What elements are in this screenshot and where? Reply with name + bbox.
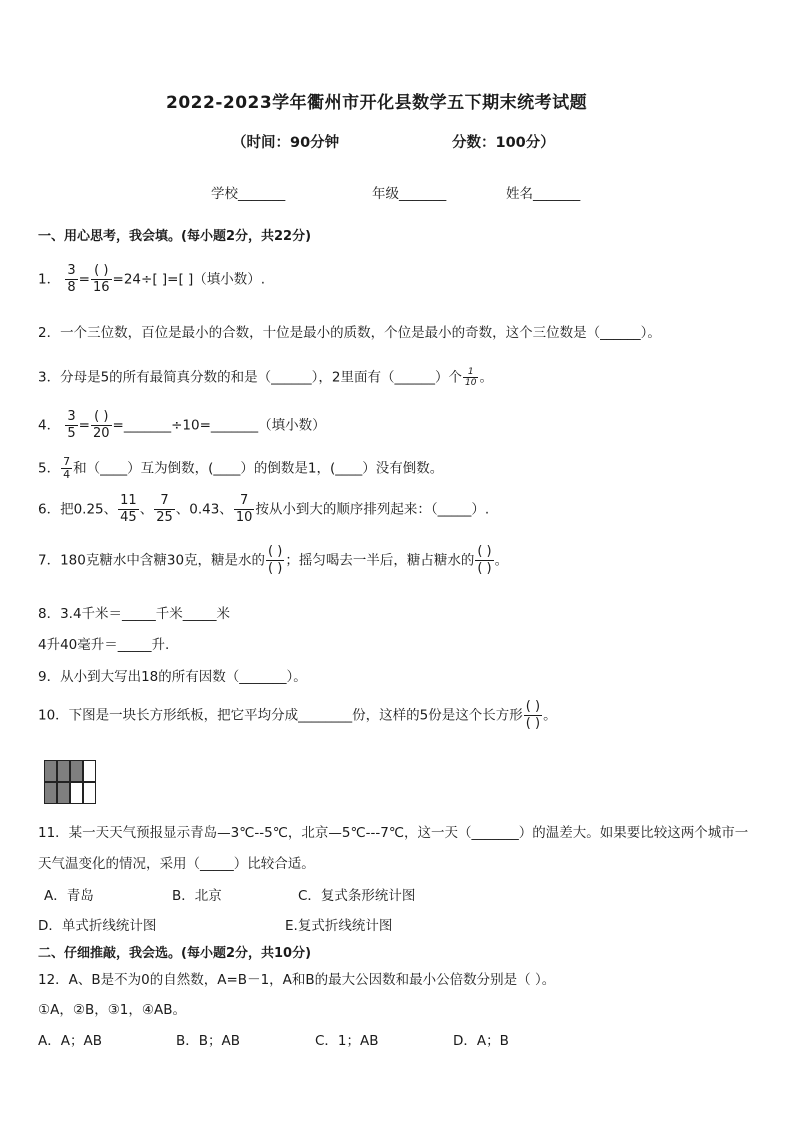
question-1 (38, 263, 265, 296)
q10-numerator: ( ) (525, 699, 541, 714)
q11-option-a: A．青岛 (44, 888, 94, 904)
q10-end: 。 (543, 707, 557, 724)
q1-f2-numerator: ( ) (94, 263, 109, 278)
q1-number: 1． (38, 271, 61, 288)
q11-option-e: E.复式折线统计图 (285, 918, 393, 934)
grid-cell-shaded (70, 760, 83, 782)
grid-cell (83, 760, 96, 782)
q3-numerator: 1 (467, 367, 474, 377)
q12-option-a: A．A；AB (38, 1033, 102, 1049)
question-8-line-2: 4升40毫升＝_____升. (38, 637, 170, 653)
q4-equals: = (78, 417, 90, 434)
question-8-line-1: 8．3.4千米＝_____千米_____米 (38, 606, 231, 622)
q1-f1-denominator: 8 (67, 280, 76, 295)
question-3 (38, 367, 493, 388)
grid-cell (83, 782, 96, 804)
q4-number: 4． (38, 417, 61, 434)
question-5 (38, 456, 443, 481)
q6-fraction-2 (154, 493, 175, 526)
q1-equals: = (78, 271, 90, 288)
q11-option-c: C．复式条形统计图 (298, 888, 416, 904)
question-10 (38, 699, 557, 732)
question-12: 12．A、B是不为0的自然数，A=B－1，A和B的最大公因数和最小公倍数分别是（ ）。 (38, 972, 556, 988)
q3-fraction (463, 367, 478, 388)
q12-items: ①A，②B，③1，④AB。 (38, 1002, 186, 1018)
grid-cell (70, 782, 83, 804)
q10-denominator: ( ) (525, 716, 541, 731)
q5-fraction (61, 456, 72, 481)
grade-field: 年级_______ (372, 186, 447, 202)
q5-numerator: 7 (63, 455, 71, 468)
q6-text-b: 、0.43、 (175, 501, 233, 518)
q7-f2-numerator: ( ) (477, 544, 492, 559)
q4-f1-numerator: 3 (67, 409, 76, 424)
q7-fraction-1 (266, 544, 284, 577)
q4-fraction-1 (65, 409, 77, 442)
q5-rest: 和（____）互为倒数，(____）的倒数是1，(____）没有倒数。 (73, 460, 444, 477)
question-4 (38, 409, 326, 442)
q3-end: 。 (479, 369, 493, 386)
q6-f1-denominator: 45 (120, 510, 137, 525)
q10-fraction (524, 699, 542, 732)
q11-option-b: B．北京 (172, 888, 222, 904)
q6-f3-denominator: 10 (235, 510, 253, 525)
q4-f1-denominator: 5 (67, 426, 76, 441)
q1-f2-denominator: 16 (92, 280, 110, 295)
grid-cell-shaded (57, 782, 70, 804)
q4-fraction-2 (91, 409, 112, 442)
exam-score: 分数：100分） (452, 135, 555, 151)
section-1-heading: 一、用心思考，我会填。(每小题2分，共22分) (38, 229, 312, 244)
q6-fraction-3 (234, 493, 255, 526)
q1-f1-numerator: 3 (67, 263, 76, 278)
q6-f2-denominator: 25 (156, 510, 173, 525)
q6-text-c: 按从小到大的顺序排列起来：（_____）. (255, 501, 490, 518)
q7-f1-denominator: ( ) (268, 561, 283, 576)
q10-text: 10．下图是一块长方形纸板，把它平均分成________份，这样的5份是这个长方形 (38, 707, 523, 724)
grid-cell-shaded (44, 782, 57, 804)
question-6 (38, 493, 489, 526)
q7-end: 。 (494, 552, 509, 569)
exam-time: （时间：90分钟 (232, 135, 340, 151)
grid-cell-shaded (44, 760, 57, 782)
q6-f3-numerator: 7 (239, 493, 249, 508)
q4-f2-denominator: 20 (92, 426, 110, 441)
q11-option-d: D．单式折线统计图 (38, 918, 157, 934)
school-field: 学校_______ (211, 186, 286, 202)
question-2: 2．一个三位数，百位是最小的合数，十位是最小的质数，个位是最小的奇数，这个三位数是（______）。 (38, 325, 661, 341)
q12-option-c: C．1；AB (315, 1033, 379, 1049)
q12-option-b: B．B；AB (176, 1033, 241, 1049)
q1-fraction-2 (91, 263, 112, 296)
question-11-line-2: 天气温变化的情况，采用（_____）比较合适。 (38, 856, 315, 872)
q12-option-d: D．A；B (453, 1033, 509, 1049)
name-field: 姓名_______ (506, 186, 581, 202)
q6-f1-numerator: 11 (120, 493, 137, 508)
q7-f2-denominator: ( ) (477, 561, 492, 576)
q6-fraction-1 (118, 493, 139, 526)
q3-denominator: 10 (465, 378, 477, 388)
q7-f1-numerator: ( ) (268, 544, 283, 559)
q7-fraction-2 (475, 544, 493, 577)
q7-text-b: ；摇匀喝去一半后，糖占糖水的 (285, 552, 475, 569)
q6-f2-numerator: 7 (160, 493, 169, 508)
q7-text-a: 7．180克糖水中含糖30克，糖是水的 (38, 552, 266, 569)
grid-cell-shaded (57, 760, 70, 782)
question-7 (38, 544, 508, 577)
q1-fraction-1 (65, 263, 77, 296)
q6-separator: 、 (139, 501, 154, 518)
q1-rest: =24÷[ ]=[ ]（填小数）. (112, 271, 266, 288)
q3-text: 3．分母是5的所有最简真分数的和是（______），2里面有（______）个 (38, 369, 463, 386)
q4-rest: =_______÷10=_______（填小数） (112, 417, 326, 434)
q5-number: 5． (38, 460, 61, 477)
section-2-heading: 二、仔细推敲，我会选。(每小题2分，共10分) (38, 946, 312, 961)
q5-denominator: 4 (63, 468, 71, 481)
q6-text-a: 6．把0.25、 (38, 501, 118, 518)
question-11-line-1: 11．某一天天气预报显示青岛—3℃--5℃，北京—5℃---7℃，这一天（_______）的温差大。如果要比较这两个城市一 (38, 825, 749, 841)
page-title: 2022-2023学年衢州市开化县数学五下期末统考试题 (166, 93, 588, 113)
question-9: 9．从小到大写出18的所有因数（_______）。 (38, 669, 307, 685)
rectangle-grid-figure (44, 760, 96, 804)
q4-f2-numerator: ( ) (94, 409, 109, 424)
